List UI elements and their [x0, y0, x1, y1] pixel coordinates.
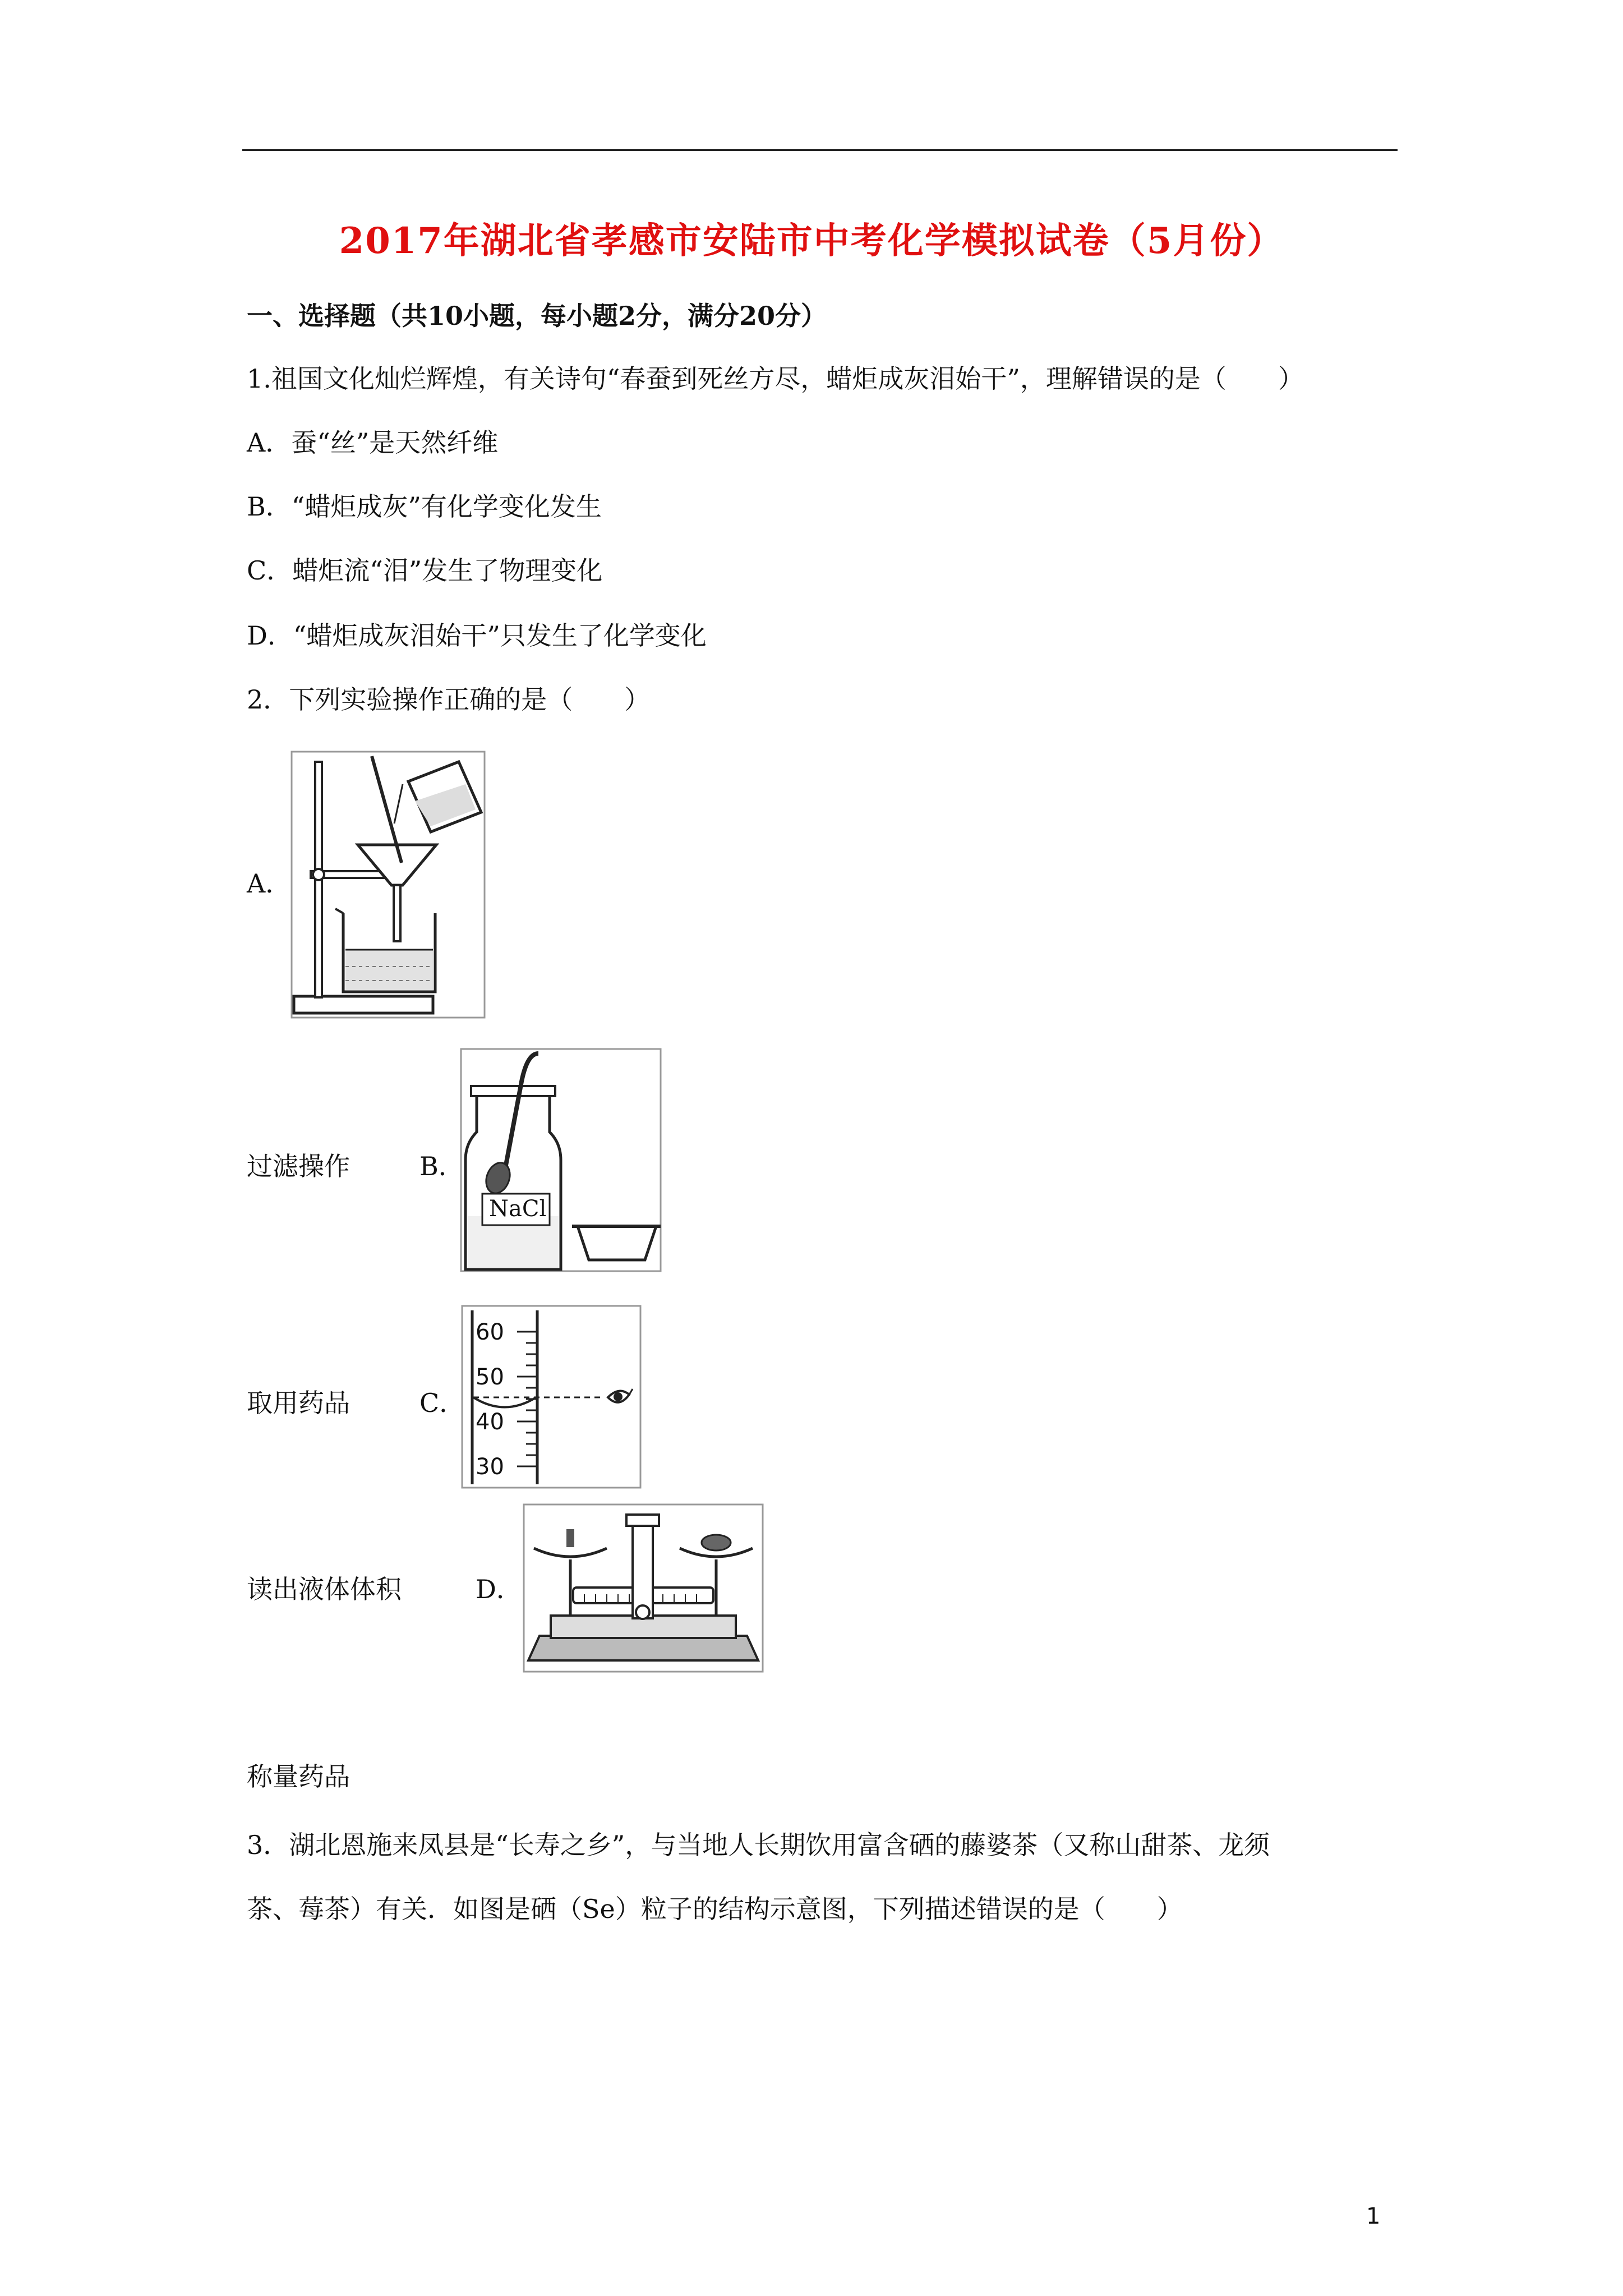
q2-option-c-letter: C．	[419, 1388, 465, 1418]
q1-option-d: D．“蜡炬成灰泪始干”只发生了化学变化	[247, 620, 707, 651]
balance-figure	[523, 1503, 764, 1673]
tick-label: 50	[476, 1364, 504, 1390]
q3-stem-line-1: 3．湖北恩施来凤县是“长寿之乡”，与当地人长期饮用富含硒的藤婆茶（又称山甜茶、龙须	[247, 1830, 1270, 1860]
filtration-figure	[291, 751, 486, 1019]
q2-option-c-caption: 读出液体体积	[247, 1574, 402, 1604]
q2-option-a-caption: 过滤操作	[247, 1151, 350, 1181]
q1-option-c: C．蜡炬流“泪”发生了物理变化	[247, 555, 603, 586]
tick-label: 60	[476, 1319, 504, 1345]
q2-option-d-caption: 称量药品	[247, 1761, 350, 1792]
q2-option-a-letter: A．	[247, 868, 292, 899]
q2-option-d-letter: D．	[476, 1574, 522, 1604]
q3-stem-line-2: 茶、莓茶）有关．如图是硒（Se）粒子的结构示意图，下列描述错误的是（ ）	[247, 1894, 1183, 1924]
exam-title: 2017年湖北省孝感市安陆市中考化学模拟试卷（5月份）	[339, 220, 1284, 262]
q1-option-a: A．蚕“丝”是天然纤维	[247, 427, 499, 458]
nacl-label: NaCl	[489, 1196, 547, 1222]
q1-stem: 1.祖国文化灿烂辉煌，有关诗句“春蚕到死丝方尽，蜡炬成灰泪始干”，理解错误的是（ ）	[247, 364, 1304, 394]
page-number: 1	[1366, 2203, 1381, 2229]
q2-stem: 2．下列实验操作正确的是（ ）	[247, 684, 651, 715]
q1-option-b: B．“蜡炬成灰”有化学变化发生	[247, 491, 602, 522]
header-rule	[242, 149, 1398, 151]
tick-label: 30	[476, 1454, 504, 1480]
tick-label: 40	[476, 1409, 504, 1435]
q2-option-b-caption: 取用药品	[247, 1388, 350, 1418]
graduated-cylinder-figure	[461, 1305, 642, 1489]
reagent-jar-figure	[460, 1048, 662, 1272]
section-heading: 一、选择题（共10小题，每小题2分，满分20分）	[247, 301, 827, 331]
q2-option-b-letter: B．	[419, 1151, 464, 1181]
